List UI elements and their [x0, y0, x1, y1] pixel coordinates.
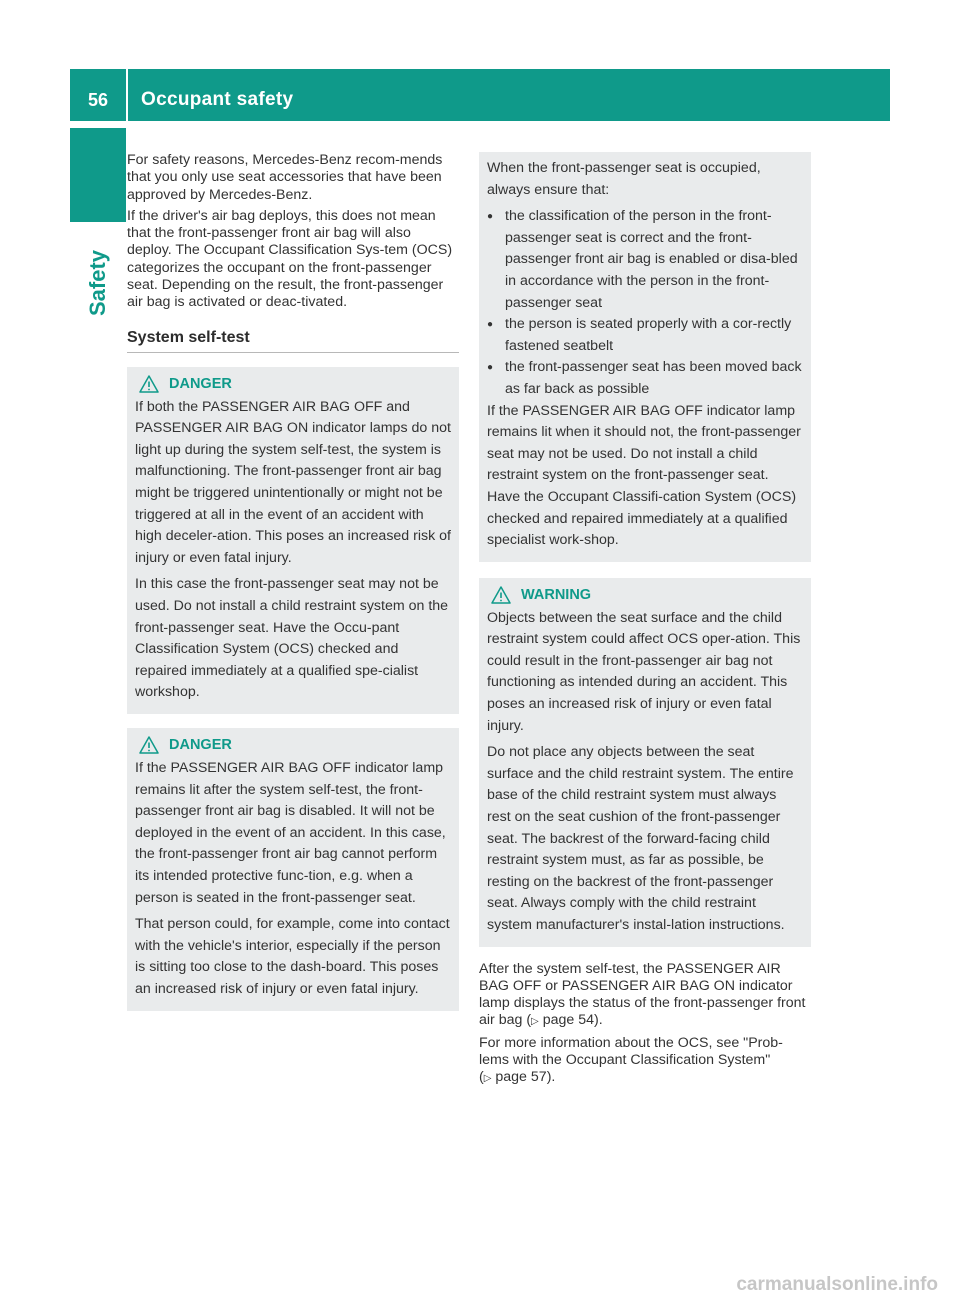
info-box-bullet-list	[487, 206, 803, 400]
danger-box-2	[127, 728, 459, 1011]
page-reference-link[interactable]: page 57	[495, 1069, 547, 1086]
info-box-intro: When the front-passenger seat is occupied, always ensure that:	[487, 160, 761, 198]
warning-box-header	[487, 584, 803, 606]
bullet-icon: ●	[487, 319, 494, 331]
closing-paragraph-1	[479, 961, 811, 1031]
danger-box-2-title: DANGER	[169, 736, 232, 753]
list-item	[487, 357, 803, 400]
danger-box-1	[127, 367, 459, 714]
warning-triangle-icon	[139, 375, 159, 393]
list-item-text: the classification of the person in the front-passenger seat is correct and the front-passenger front air bag is enabled or disa-bled in accordance with the person in the front-passenger seat	[505, 208, 798, 311]
info-box	[479, 152, 811, 562]
page-title: Occupant safety	[141, 89, 294, 110]
closing-paragraph-2-text: For more information about the OCS, see "Prob-lems with the Occupant Classification System" (	[479, 1034, 783, 1086]
danger-box-1-title: DANGER	[169, 375, 232, 392]
danger-box-2-paragraph-1: If the PASSENGER AIR BAG OFF indicator lamp remains lit after the system self-test, the front-passenger front air bag is disabled. It will not be deployed in the event of an accident. In this case, the front-passenger front air bag cannot perform its intended protective func-tion, e.g. when a person is seated in the front-passenger seat.	[135, 759, 446, 906]
warning-box-paragraph-1: Objects between the seat surface and the child restraint system could affect OCS oper-ation. This could result in the front-passenger air bag not functioning as intended during an accident. This poses an increased risk of injury or even fatal injury.	[487, 609, 801, 734]
info-box-outro: If the PASSENGER AIR BAG OFF indicator lamp remains lit when it should not, the front-passenger seat may not be used. Do not install a child restraint system on the front-passenger seat. Have the Occupant Classifi-cation System (OCS) checked and repaired immediately at a qualified specialist work-shop.	[487, 402, 801, 549]
xref-arrow-icon: ▷	[531, 1016, 539, 1028]
xref-arrow-icon: ▷	[483, 1073, 492, 1085]
page-reference-link[interactable]: page 54	[542, 1012, 594, 1029]
warning-triangle-icon	[139, 736, 159, 754]
warning-box-title: WARNING	[521, 586, 592, 603]
warning-box-paragraph-2: Do not place any objects between the seat surface and the child restraint system. The entire base of the child restraint system must always rest on the seat cushion of the front-passenger seat. The backrest of the forward-facing child restraint system must, as far as possible, be resting on the backrest of the front-passenger seat. Always comply with the child restraint system manufacturer's instal-lation instructions.	[487, 744, 794, 933]
warning-box	[479, 578, 811, 947]
closing-paragraph-1-text: After the system self-test, the PASSENGER AIR BAG OFF or PASSENGER AIR BAG ON indicator lamp displays the status of the front-passenger front air bag (	[479, 960, 806, 1029]
header-divider	[126, 69, 128, 121]
list-item	[487, 206, 803, 314]
list-item-text: the person is seated properly with a cor-rectly fastened seatbelt	[505, 316, 792, 354]
intro-paragraph-1: For safety reasons, Mercedes-Benz recom-mends that you only use seat accessories that have been approved by Mercedes-Benz.	[127, 152, 443, 203]
bullet-icon: ●	[487, 211, 494, 223]
section-heading-system-self-test: System self-test	[127, 329, 459, 353]
danger-box-1-paragraph-2: In this case the front-passenger seat may not be used. Do not install a child restraint system on the front-passenger seat. Have the Occu-pant Classification System (OCS) checked and repaired immediately at a qualified spe-cialist workshop.	[135, 576, 449, 701]
closing-paragraph-1-end: ).	[594, 1012, 603, 1029]
closing-paragraph-2-end: ).	[546, 1069, 556, 1086]
list-item-text: the front-passenger seat has been moved back as far back as possible	[505, 359, 802, 397]
list-item	[487, 314, 803, 357]
intro-paragraph-2: If the driver's air bag deploys, this does not mean that the front-passenger front air bag will also deploy. The Occupant Classification Sys-tem (OCS) categorizes the occupant on the front-passenger seat. Depending on the result, the front-passenger air bag is activated or deac-tivated.	[127, 207, 453, 311]
side-tab-marker	[70, 128, 126, 222]
side-tab-text: Safety	[85, 249, 111, 317]
left-column	[127, 152, 459, 1011]
side-tab-label	[70, 228, 126, 338]
danger-box-1-paragraph-1: If both the PASSENGER AIR BAG OFF and PASSENGER AIR BAG ON indicator lamps do not light up during the system self-test, the system is malfunctioning. The front-passenger front air bag might be triggered unintentionally or might not be triggered at all in the event of an accident with high deceler-ation. This poses an increased risk of injury or even fatal injury.	[135, 398, 451, 566]
page-number: 56	[87, 90, 109, 110]
warning-triangle-icon	[491, 586, 511, 604]
danger-box-1-header	[135, 373, 451, 395]
right-column	[479, 152, 811, 1092]
danger-box-2-header	[135, 734, 451, 756]
footer-watermark: carmanualsonline.info	[736, 1274, 938, 1295]
closing-paragraph-2	[479, 1035, 811, 1088]
danger-box-2-paragraph-2: That person could, for example, come into contact with the vehicle's interior, especially if the person is sitting too close to the dash-board. This poses an increased risk of injury or even fatal injury.	[135, 916, 450, 997]
bullet-icon: ●	[487, 362, 494, 374]
